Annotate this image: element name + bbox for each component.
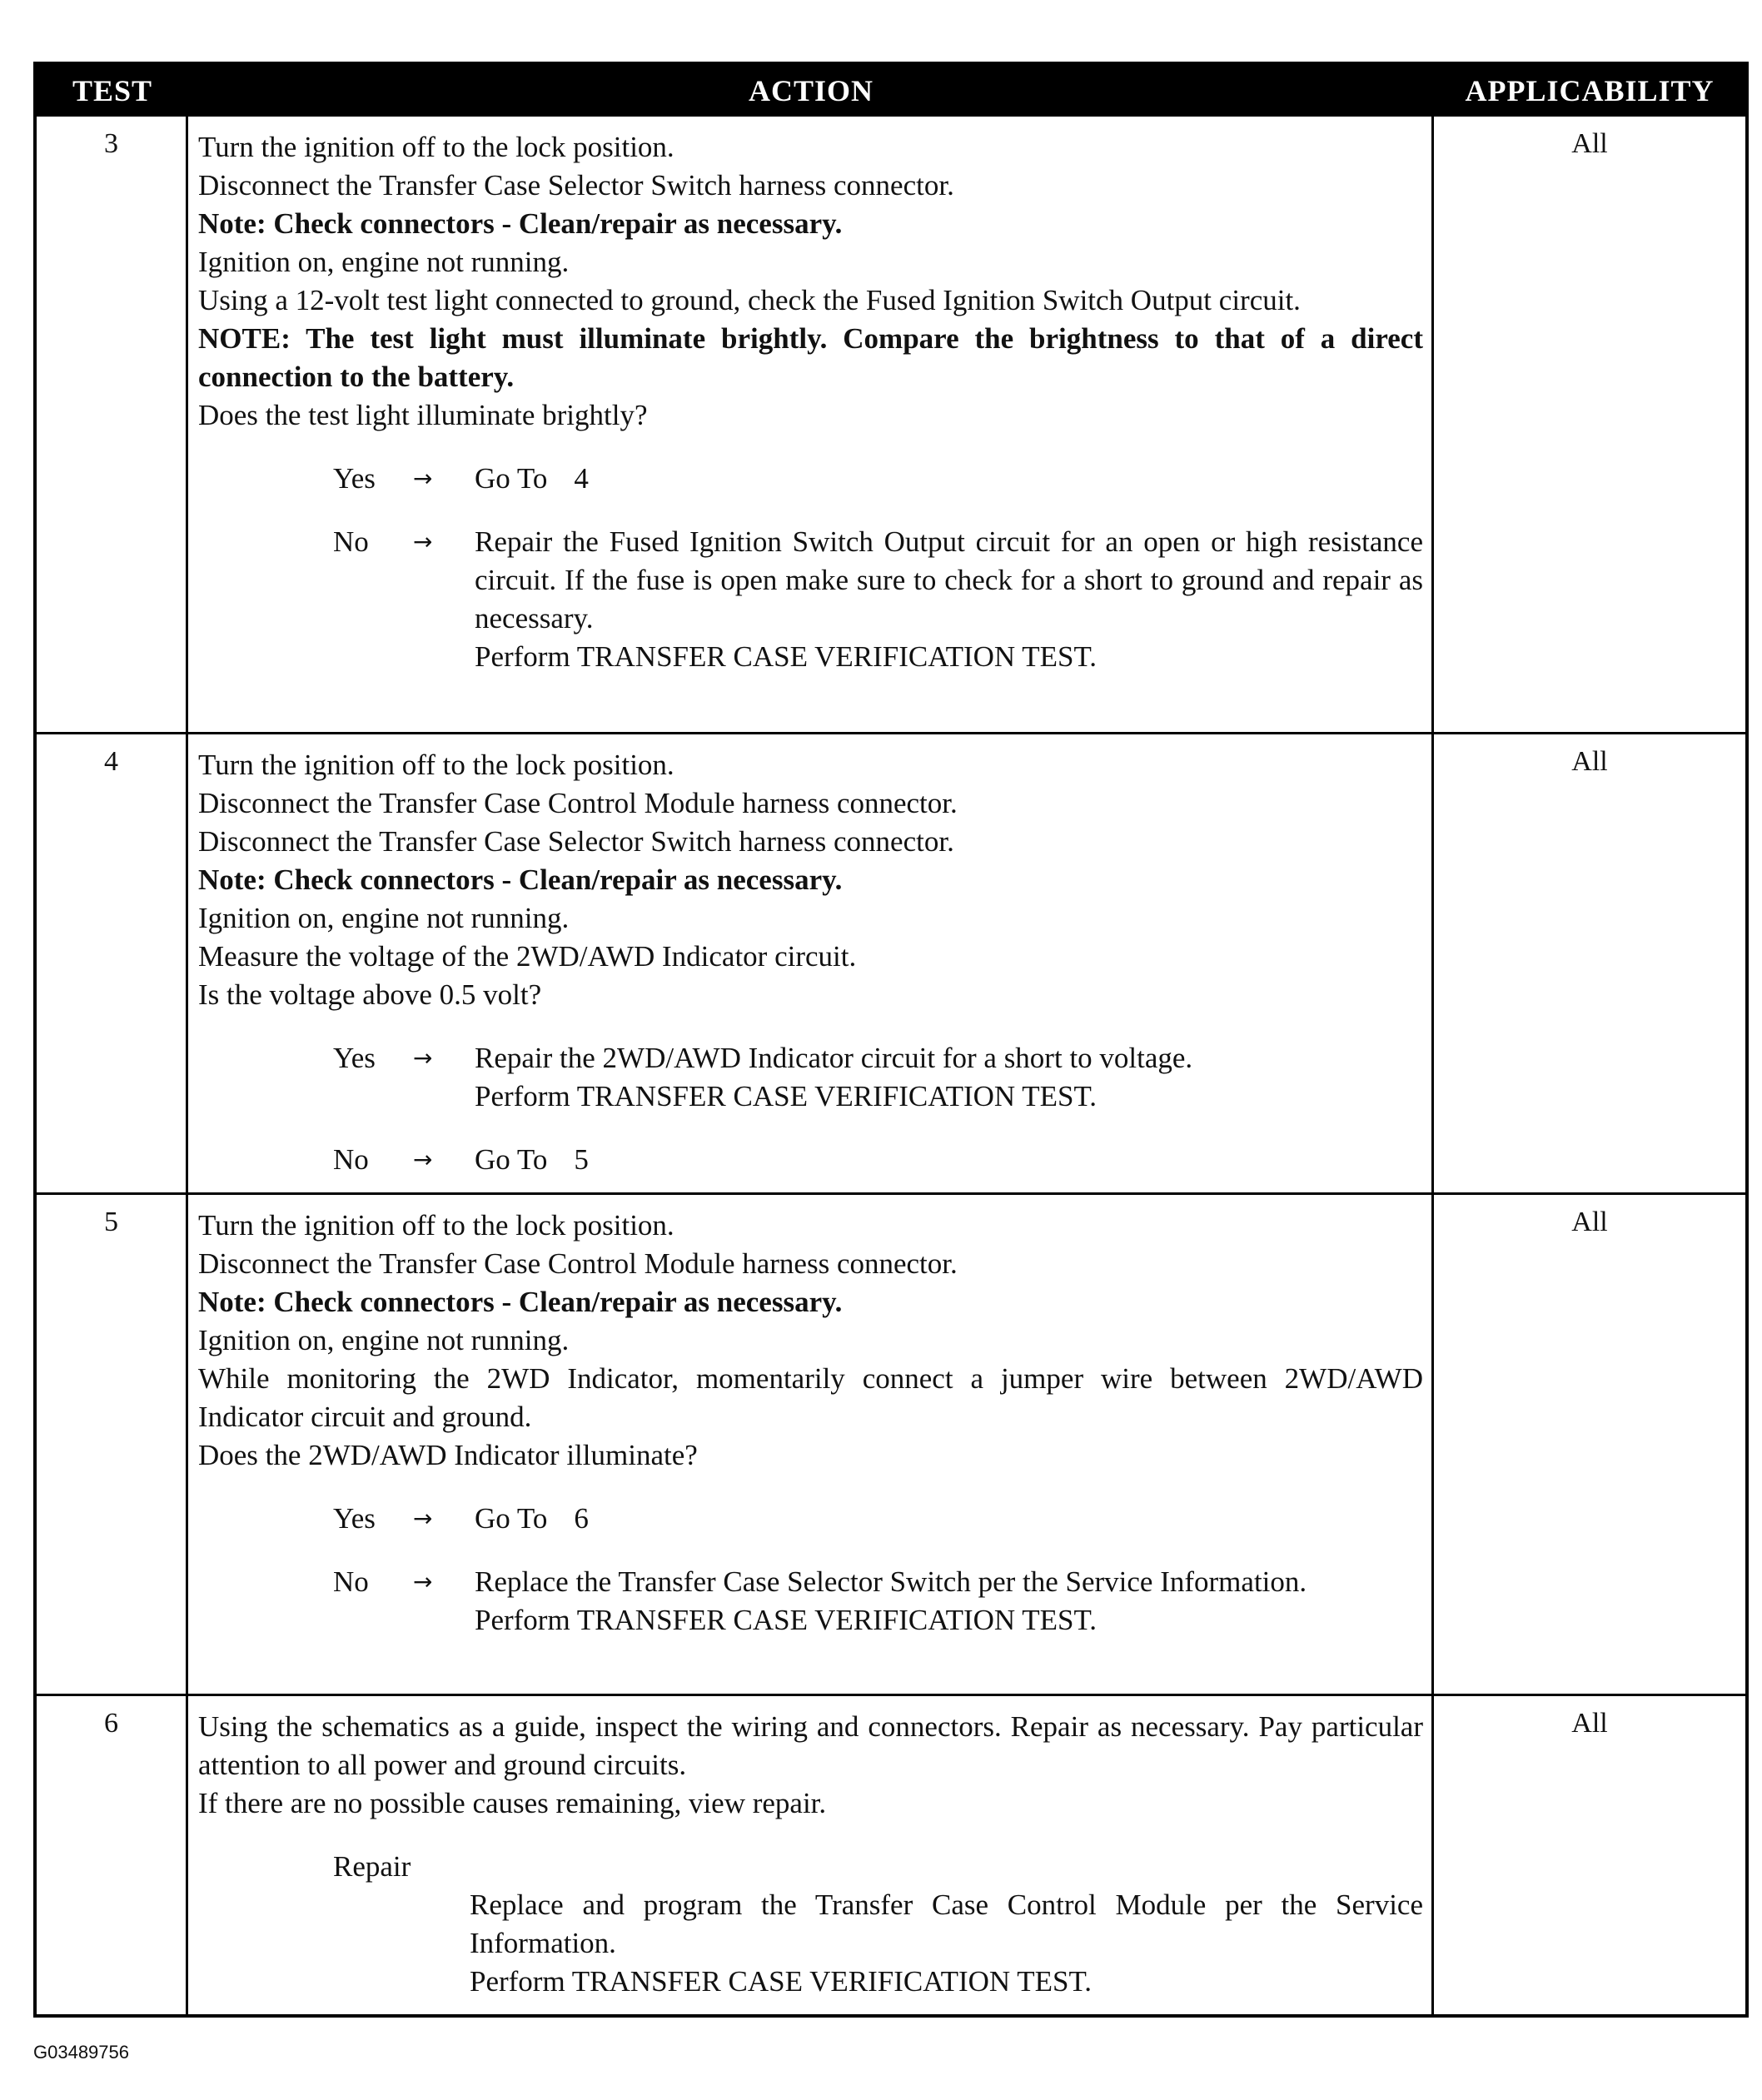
header-applicability: APPLICABILITY	[1465, 74, 1715, 107]
action-line: Disconnect the Transfer Case Control Module harness connector.	[198, 787, 958, 819]
branch-text: Repair the 2WD/AWD Indicator circuit for a short to voltage.	[475, 1042, 1193, 1074]
action-line: Disconnect the Transfer Case Selector Switch harness connector.	[198, 825, 954, 858]
action-line: Turn the ignition off to the lock position.	[198, 1209, 674, 1242]
repair-text: Replace and program the Transfer Case Control Module per the Service Information.	[470, 1889, 1423, 1959]
applicability-cell: All	[1571, 128, 1608, 159]
perform-text: Perform TRANSFER CASE VERIFICATION TEST.	[475, 1604, 1098, 1636]
yes-branch	[198, 1039, 1423, 1116]
action-line: If there are no possible causes remaining, view repair.	[198, 1787, 827, 1819]
arrow-icon: →	[413, 528, 433, 555]
goto-label: Go To	[475, 462, 548, 495]
arrow-icon: →	[413, 1146, 433, 1173]
table-row	[37, 117, 1745, 732]
action-line: Using the schematics as a guide, inspect the wiring and connectors. Repair as necessary. Pay particular attention to all power and ground circuits.	[198, 1710, 1423, 1781]
perform-text: Perform TRANSFER CASE VERIFICATION TEST.	[475, 640, 1098, 673]
applicability-cell: All	[1571, 1207, 1608, 1237]
yes-branch	[198, 1500, 1423, 1538]
action-line: Turn the ignition off to the lock position.	[198, 749, 674, 781]
question-line: Does the 2WD/AWD Indicator illuminate?	[198, 1439, 698, 1471]
table-row	[37, 1694, 1745, 2014]
header-test: TEST	[72, 74, 153, 107]
arrow-icon: →	[413, 465, 433, 492]
table-header	[37, 65, 1745, 117]
table-row	[37, 732, 1745, 1192]
applicability-cell: All	[1571, 1708, 1608, 1739]
action-cell	[188, 117, 1434, 732]
repair-label: Repair	[333, 1850, 411, 1883]
note-line: Note: Check connectors - Clean/repair as necessary.	[198, 1286, 843, 1318]
no-label: No	[333, 525, 369, 558]
arrow-icon: →	[413, 1505, 433, 1532]
yes-label: Yes	[333, 1042, 376, 1074]
no-branch	[198, 1563, 1423, 1640]
note-line: NOTE: The test light must illuminate brightly. Compare the brightness to that of a direct connection to the battery.	[198, 322, 1423, 393]
perform-text: Perform TRANSFER CASE VERIFICATION TEST.	[475, 1080, 1098, 1112]
no-label: No	[333, 1143, 369, 1176]
action-line: Disconnect the Transfer Case Selector Switch harness connector.	[198, 169, 954, 202]
question-line: Is the voltage above 0.5 volt?	[198, 978, 542, 1011]
action-line: Ignition on, engine not running.	[198, 246, 570, 278]
yes-branch	[198, 460, 1423, 498]
no-branch	[198, 523, 1423, 676]
action-cell	[188, 1195, 1434, 1694]
table-row	[37, 1192, 1745, 1694]
action-line: Ignition on, engine not running.	[198, 902, 570, 934]
test-number: 3	[37, 117, 188, 732]
applicability-cell: All	[1571, 746, 1608, 777]
figure-id: G03489756	[33, 2042, 129, 2063]
action-line: Ignition on, engine not running.	[198, 1324, 570, 1356]
action-line: While monitoring the 2WD Indicator, momentarily connect a jumper wire between 2WD/AWD Indicator circuit and ground.	[198, 1362, 1423, 1433]
action-line: Measure the voltage of the 2WD/AWD Indicator circuit.	[198, 940, 857, 973]
note-line: Note: Check connectors - Clean/repair as necessary.	[198, 207, 843, 240]
goto-target: 6	[574, 1502, 589, 1535]
goto-label: Go To	[475, 1502, 548, 1535]
goto-label: Go To	[475, 1143, 548, 1176]
test-number: 6	[37, 1696, 188, 2014]
header-action: ACTION	[748, 74, 874, 107]
action-line: Using a 12-volt test light connected to ground, check the Fused Ignition Switch Output circuit.	[198, 284, 1301, 316]
branch-text: Repair the Fused Ignition Switch Output circuit for an open or high resistance circuit. If the fuse is open make sure to check for a short to ground and repair as necessary.	[475, 525, 1423, 634]
yes-label: Yes	[333, 1502, 376, 1535]
perform-text: Perform TRANSFER CASE VERIFICATION TEST.	[470, 1965, 1093, 1998]
action-line: Turn the ignition off to the lock position.	[198, 131, 674, 163]
question-line: Does the test light illuminate brightly?	[198, 399, 648, 431]
action-cell	[188, 1696, 1434, 2014]
action-line: Disconnect the Transfer Case Control Module harness connector.	[198, 1247, 958, 1280]
arrow-icon: →	[413, 1044, 433, 1072]
no-label: No	[333, 1565, 369, 1598]
branch-text: Replace the Transfer Case Selector Switch per the Service Information.	[475, 1565, 1307, 1598]
goto-target: 5	[574, 1143, 589, 1176]
yes-label: Yes	[333, 462, 376, 495]
goto-target: 4	[574, 462, 589, 495]
note-line: Note: Check connectors - Clean/repair as necessary.	[198, 863, 843, 896]
action-cell	[188, 734, 1434, 1192]
test-number: 4	[37, 734, 188, 1192]
no-branch	[198, 1141, 1423, 1179]
test-number: 5	[37, 1195, 188, 1694]
diagnostic-test-table	[33, 62, 1749, 2018]
arrow-icon: →	[413, 1568, 433, 1595]
